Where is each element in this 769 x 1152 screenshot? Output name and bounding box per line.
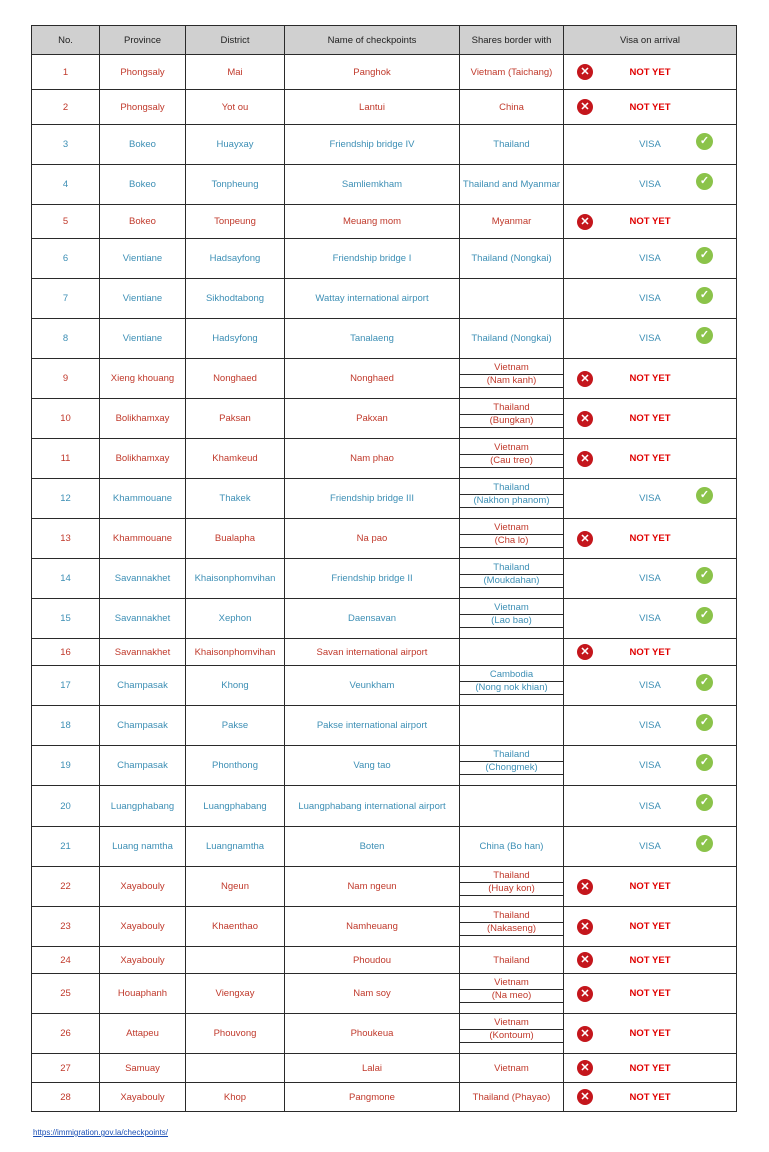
cell-province: Vientiane xyxy=(100,279,186,319)
cell-no: 26 xyxy=(32,1014,100,1054)
cell-name: Veunkham xyxy=(285,666,460,706)
cell-name: Vang tao xyxy=(285,746,460,786)
x-circle-icon: ✕ xyxy=(577,986,593,1002)
x-circle-icon: ✕ xyxy=(577,1089,593,1105)
cell-name: Pakse international airport xyxy=(285,706,460,746)
table-row xyxy=(32,125,737,165)
visa-label: VISA xyxy=(639,841,661,852)
cell-province: Attapeu xyxy=(100,1014,186,1054)
border-country: Vietnam xyxy=(460,442,564,455)
cell-border: Thailand xyxy=(460,947,564,974)
x-circle-icon: ✕ xyxy=(577,531,593,547)
cell-visa xyxy=(564,90,737,125)
cell-name: Nam ngeun xyxy=(285,867,460,907)
table-row xyxy=(32,165,737,205)
cell-border: Thailand (Phayao) xyxy=(460,1083,564,1112)
cell-district: Huayxay xyxy=(186,125,285,165)
cell-border xyxy=(460,666,564,706)
cell-name: Nonghaed xyxy=(285,359,460,399)
check-circle-icon: ✓ xyxy=(696,835,713,852)
x-circle-icon: ✕ xyxy=(577,371,593,387)
table-row xyxy=(32,907,737,947)
border-crossing: (Cha lo) xyxy=(460,535,564,548)
cell-border: Thailand (Nongkai) xyxy=(460,319,564,359)
table-row xyxy=(32,947,737,974)
cell-district: Xephon xyxy=(186,599,285,639)
cell-no: 12 xyxy=(32,479,100,519)
cell-no: 17 xyxy=(32,666,100,706)
cell-border: Myanmar xyxy=(460,205,564,239)
cell-province: Vientiane xyxy=(100,319,186,359)
cell-province: Savannakhet xyxy=(100,639,186,666)
border-crossing: (Na meo) xyxy=(460,990,564,1003)
cell-province: Khammouane xyxy=(100,519,186,559)
check-circle-icon: ✓ xyxy=(696,794,713,811)
not-yet-label: NOT YET xyxy=(629,216,671,227)
visa-label: VISA xyxy=(639,800,661,812)
cell-border: Vietnam (Taichang) xyxy=(460,55,564,90)
check-circle-icon: ✓ xyxy=(696,754,713,771)
cell-visa xyxy=(564,867,737,907)
cell-no: 6 xyxy=(32,239,100,279)
border-crossing: (Lao bao) xyxy=(460,615,564,628)
visa-label: VISA xyxy=(639,573,661,584)
cell-name: Friendship bridge IV xyxy=(285,125,460,165)
cell-border xyxy=(460,559,564,599)
cell-visa xyxy=(564,279,737,319)
table-row xyxy=(32,55,737,90)
cell-border: China xyxy=(460,90,564,125)
header-no: No. xyxy=(32,26,100,55)
cell-border xyxy=(460,519,564,559)
table-row xyxy=(32,205,737,239)
cell-name: Nam soy xyxy=(285,974,460,1014)
border-country: Thailand xyxy=(460,749,564,762)
not-yet-label: NOT YET xyxy=(629,921,671,932)
cell-visa xyxy=(564,319,737,359)
cell-visa xyxy=(564,239,737,279)
x-circle-icon: ✕ xyxy=(577,214,593,230)
cell-no: 20 xyxy=(32,786,100,827)
cell-name: Daensavan xyxy=(285,599,460,639)
cell-district: Khamkeud xyxy=(186,439,285,479)
table-row xyxy=(32,519,737,559)
header-province: Province xyxy=(100,26,186,55)
cell-district: Phonthong xyxy=(186,746,285,786)
border-crossing: (Nam kanh) xyxy=(460,375,564,388)
table-row xyxy=(32,666,737,706)
x-circle-icon: ✕ xyxy=(577,952,593,968)
cell-province: Bolikhamxay xyxy=(100,439,186,479)
cell-province: Xieng khouang xyxy=(100,359,186,399)
cell-district: Ngeun xyxy=(186,867,285,907)
cell-border: Vietnam xyxy=(460,1054,564,1083)
cell-border xyxy=(460,1014,564,1054)
not-yet-label: NOT YET xyxy=(629,1062,671,1074)
not-yet-label: NOT YET xyxy=(629,533,671,544)
cell-border: China (Bo han) xyxy=(460,827,564,867)
cell-border: Thailand (Nongkai) xyxy=(460,239,564,279)
table-row xyxy=(32,239,737,279)
cell-visa xyxy=(564,639,737,666)
cell-province: Bolikhamxay xyxy=(100,399,186,439)
cell-name: Friendship bridge III xyxy=(285,479,460,519)
x-circle-icon: ✕ xyxy=(577,879,593,895)
not-yet-label: NOT YET xyxy=(629,1091,671,1103)
table-row xyxy=(32,1014,737,1054)
border-crossing: (Kontoum) xyxy=(460,1030,564,1043)
not-yet-label: NOT YET xyxy=(629,413,671,424)
cell-name: Panghok xyxy=(285,55,460,90)
cell-district: Khaenthao xyxy=(186,907,285,947)
cell-province: Vientiane xyxy=(100,239,186,279)
cell-no: 2 xyxy=(32,90,100,125)
cell-district: Khaisonphomvihan xyxy=(186,639,285,666)
cell-visa xyxy=(564,519,737,559)
table-row xyxy=(32,786,737,827)
visa-label: VISA xyxy=(639,680,661,691)
cell-border xyxy=(460,479,564,519)
cell-visa xyxy=(564,947,737,974)
cell-border xyxy=(460,399,564,439)
cell-province: Bokeo xyxy=(100,165,186,205)
not-yet-label: NOT YET xyxy=(629,1028,671,1039)
header-row xyxy=(32,26,737,55)
cell-border xyxy=(460,706,564,746)
x-circle-icon: ✕ xyxy=(577,64,593,80)
cell-border xyxy=(460,359,564,399)
visa-label: VISA xyxy=(639,179,661,190)
x-circle-icon: ✕ xyxy=(577,411,593,427)
border-country: Thailand xyxy=(460,910,564,923)
cell-no: 15 xyxy=(32,599,100,639)
cell-district: Hadsyfong xyxy=(186,319,285,359)
cell-border: Thailand and Myanmar xyxy=(460,165,564,205)
cell-district xyxy=(186,947,285,974)
cell-district: Luangphabang xyxy=(186,786,285,827)
cell-district: Bualapha xyxy=(186,519,285,559)
cell-visa xyxy=(564,205,737,239)
table-row xyxy=(32,746,737,786)
border-country: Thailand xyxy=(460,562,564,575)
cell-district: Nonghaed xyxy=(186,359,285,399)
visa-label: VISA xyxy=(639,493,661,504)
header-name: Name of checkpoints xyxy=(285,26,460,55)
table-row xyxy=(32,599,737,639)
checkpoints-table xyxy=(31,25,737,1112)
cell-border: Thailand xyxy=(460,125,564,165)
table-row xyxy=(32,479,737,519)
cell-visa xyxy=(564,439,737,479)
table-row xyxy=(32,359,737,399)
border-crossing: (Cau treo) xyxy=(460,455,564,468)
cell-no: 7 xyxy=(32,279,100,319)
cell-visa xyxy=(564,125,737,165)
border-country: Cambodia xyxy=(460,669,564,682)
check-circle-icon: ✓ xyxy=(696,133,713,150)
cell-name: Boten xyxy=(285,827,460,867)
x-circle-icon: ✕ xyxy=(577,1060,593,1076)
border-country: Vietnam xyxy=(460,602,564,615)
cell-no: 18 xyxy=(32,706,100,746)
cell-visa xyxy=(564,479,737,519)
cell-district: Sikhodtabong xyxy=(186,279,285,319)
cell-name: Nam phao xyxy=(285,439,460,479)
cell-visa xyxy=(564,706,737,746)
border-country: Thailand xyxy=(460,402,564,415)
cell-visa xyxy=(564,599,737,639)
header-district: District xyxy=(186,26,285,55)
cell-border xyxy=(460,439,564,479)
cell-no: 24 xyxy=(32,947,100,974)
table-row xyxy=(32,90,737,125)
cell-border xyxy=(460,867,564,907)
cell-visa xyxy=(564,55,737,90)
cell-no: 23 xyxy=(32,907,100,947)
check-circle-icon: ✓ xyxy=(696,607,713,624)
cell-province: Xayabouly xyxy=(100,1083,186,1112)
cell-province: Savannakhet xyxy=(100,559,186,599)
table-row xyxy=(32,639,737,666)
cell-name: Na pao xyxy=(285,519,460,559)
cell-district: Tonpeung xyxy=(186,205,285,239)
cell-province: Savannakhet xyxy=(100,599,186,639)
table-row xyxy=(32,706,737,746)
not-yet-label: NOT YET xyxy=(629,881,671,892)
border-crossing: (Bungkan) xyxy=(460,415,564,428)
table-row xyxy=(32,399,737,439)
cell-border xyxy=(460,599,564,639)
cell-name: Lalai xyxy=(285,1054,460,1083)
border-country: Thailand xyxy=(460,870,564,883)
cell-no: 22 xyxy=(32,867,100,907)
cell-visa xyxy=(564,359,737,399)
x-circle-icon: ✕ xyxy=(577,644,593,660)
check-circle-icon: ✓ xyxy=(696,674,713,691)
check-circle-icon: ✓ xyxy=(696,567,713,584)
cell-province: Phongsaly xyxy=(100,55,186,90)
check-circle-icon: ✓ xyxy=(696,173,713,190)
border-country: Vietnam xyxy=(460,362,564,375)
cell-province: Samuay xyxy=(100,1054,186,1083)
cell-name: Tanalaeng xyxy=(285,319,460,359)
cell-province: Champasak xyxy=(100,706,186,746)
cell-no: 11 xyxy=(32,439,100,479)
cell-district: Luangnamtha xyxy=(186,827,285,867)
cell-no: 3 xyxy=(32,125,100,165)
cell-name: Pangmone xyxy=(285,1083,460,1112)
cell-visa xyxy=(564,827,737,867)
cell-name: Savan international airport xyxy=(285,639,460,666)
border-crossing: (Nong nok khian) xyxy=(460,682,564,695)
cell-name: Friendship bridge I xyxy=(285,239,460,279)
table-body xyxy=(32,55,737,1112)
cell-province: Phongsaly xyxy=(100,90,186,125)
cell-no: 21 xyxy=(32,827,100,867)
table-row xyxy=(32,1083,737,1112)
border-crossing: (Nakhon phanom) xyxy=(460,495,564,508)
cell-name: Meuang mom xyxy=(285,205,460,239)
not-yet-label: NOT YET xyxy=(629,66,671,78)
cell-border xyxy=(460,279,564,319)
cell-no: 10 xyxy=(32,399,100,439)
border-country: Vietnam xyxy=(460,522,564,535)
cell-province: Xayabouly xyxy=(100,867,186,907)
cell-visa xyxy=(564,974,737,1014)
table-row xyxy=(32,827,737,867)
not-yet-label: NOT YET xyxy=(629,101,671,113)
cell-name: Namheuang xyxy=(285,907,460,947)
border-country: Vietnam xyxy=(460,1017,564,1030)
cell-name: Wattay international airport xyxy=(285,279,460,319)
not-yet-label: NOT YET xyxy=(629,646,671,658)
visa-label: VISA xyxy=(639,293,661,304)
cell-province: Bokeo xyxy=(100,125,186,165)
cell-district: Yot ou xyxy=(186,90,285,125)
border-crossing: (Nakaseng) xyxy=(460,923,564,936)
cell-visa xyxy=(564,907,737,947)
source-link[interactable]: https://immigration.gov.la/checkpoints/ xyxy=(33,1128,169,1137)
check-circle-icon: ✓ xyxy=(696,247,713,264)
cell-border xyxy=(460,974,564,1014)
cell-name: Friendship bridge II xyxy=(285,559,460,599)
cell-no: 25 xyxy=(32,974,100,1014)
cell-province: Bokeo xyxy=(100,205,186,239)
cell-district: Viengxay xyxy=(186,974,285,1014)
cell-province: Luangphabang xyxy=(100,786,186,827)
cell-visa xyxy=(564,165,737,205)
border-crossing: (Huay kon) xyxy=(460,883,564,896)
table-row xyxy=(32,559,737,599)
check-circle-icon: ✓ xyxy=(696,287,713,304)
cell-border xyxy=(460,907,564,947)
cell-province: Khammouane xyxy=(100,479,186,519)
cell-district: Phouvong xyxy=(186,1014,285,1054)
cell-province: Xayabouly xyxy=(100,947,186,974)
cell-border xyxy=(460,746,564,786)
x-circle-icon: ✕ xyxy=(577,451,593,467)
not-yet-label: NOT YET xyxy=(629,954,671,966)
cell-district: Thakek xyxy=(186,479,285,519)
cell-district: Khong xyxy=(186,666,285,706)
cell-province: Xayabouly xyxy=(100,907,186,947)
cell-no: 5 xyxy=(32,205,100,239)
cell-district: Tonpheung xyxy=(186,165,285,205)
cell-name: Samliemkham xyxy=(285,165,460,205)
cell-visa xyxy=(564,1014,737,1054)
visa-label: VISA xyxy=(639,760,661,771)
border-crossing: (Moukdahan) xyxy=(460,575,564,588)
cell-visa xyxy=(564,1083,737,1112)
visa-label: VISA xyxy=(639,253,661,264)
cell-name: Luangphabang international airport xyxy=(285,786,460,827)
cell-name: Lantui xyxy=(285,90,460,125)
cell-visa xyxy=(564,666,737,706)
header-border: Shares border with xyxy=(460,26,564,55)
cell-no: 1 xyxy=(32,55,100,90)
cell-no: 27 xyxy=(32,1054,100,1083)
cell-no: 14 xyxy=(32,559,100,599)
cell-district: Khaisonphomvihan xyxy=(186,559,285,599)
check-circle-icon: ✓ xyxy=(696,327,713,344)
cell-province: Houaphanh xyxy=(100,974,186,1014)
table-row xyxy=(32,279,737,319)
cell-no: 9 xyxy=(32,359,100,399)
not-yet-label: NOT YET xyxy=(629,453,671,464)
border-crossing: (Chongmek) xyxy=(460,762,564,775)
cell-district: Pakse xyxy=(186,706,285,746)
cell-border xyxy=(460,639,564,666)
cell-district: Khop xyxy=(186,1083,285,1112)
cell-province: Champasak xyxy=(100,666,186,706)
visa-label: VISA xyxy=(639,720,661,731)
header-visa: Visa on arrival xyxy=(564,26,737,55)
visa-label: VISA xyxy=(639,613,661,624)
check-circle-icon: ✓ xyxy=(696,714,713,731)
cell-district: Paksan xyxy=(186,399,285,439)
table-row xyxy=(32,319,737,359)
cell-district: Hadsayfong xyxy=(186,239,285,279)
border-country: Thailand xyxy=(460,482,564,495)
cell-name: Phoudou xyxy=(285,947,460,974)
visa-label: VISA xyxy=(639,333,661,344)
cell-no: 16 xyxy=(32,639,100,666)
border-country: Vietnam xyxy=(460,977,564,990)
cell-visa xyxy=(564,559,737,599)
x-circle-icon: ✕ xyxy=(577,919,593,935)
visa-label: VISA xyxy=(639,139,661,150)
cell-name: Phoukeua xyxy=(285,1014,460,1054)
check-circle-icon: ✓ xyxy=(696,487,713,504)
cell-border xyxy=(460,786,564,827)
cell-visa xyxy=(564,399,737,439)
cell-no: 28 xyxy=(32,1083,100,1112)
table-row xyxy=(32,1054,737,1083)
cell-no: 13 xyxy=(32,519,100,559)
table-row xyxy=(32,974,737,1014)
cell-province: Luang namtha xyxy=(100,827,186,867)
cell-visa xyxy=(564,1054,737,1083)
not-yet-label: NOT YET xyxy=(629,988,671,999)
cell-name: Pakxan xyxy=(285,399,460,439)
table-row xyxy=(32,439,737,479)
cell-no: 4 xyxy=(32,165,100,205)
cell-district xyxy=(186,1054,285,1083)
x-circle-icon: ✕ xyxy=(577,1026,593,1042)
cell-visa xyxy=(564,746,737,786)
cell-visa xyxy=(564,786,737,827)
cell-no: 8 xyxy=(32,319,100,359)
cell-no: 19 xyxy=(32,746,100,786)
x-circle-icon: ✕ xyxy=(577,99,593,115)
table-row xyxy=(32,867,737,907)
not-yet-label: NOT YET xyxy=(629,373,671,384)
cell-province: Champasak xyxy=(100,746,186,786)
cell-district: Mai xyxy=(186,55,285,90)
